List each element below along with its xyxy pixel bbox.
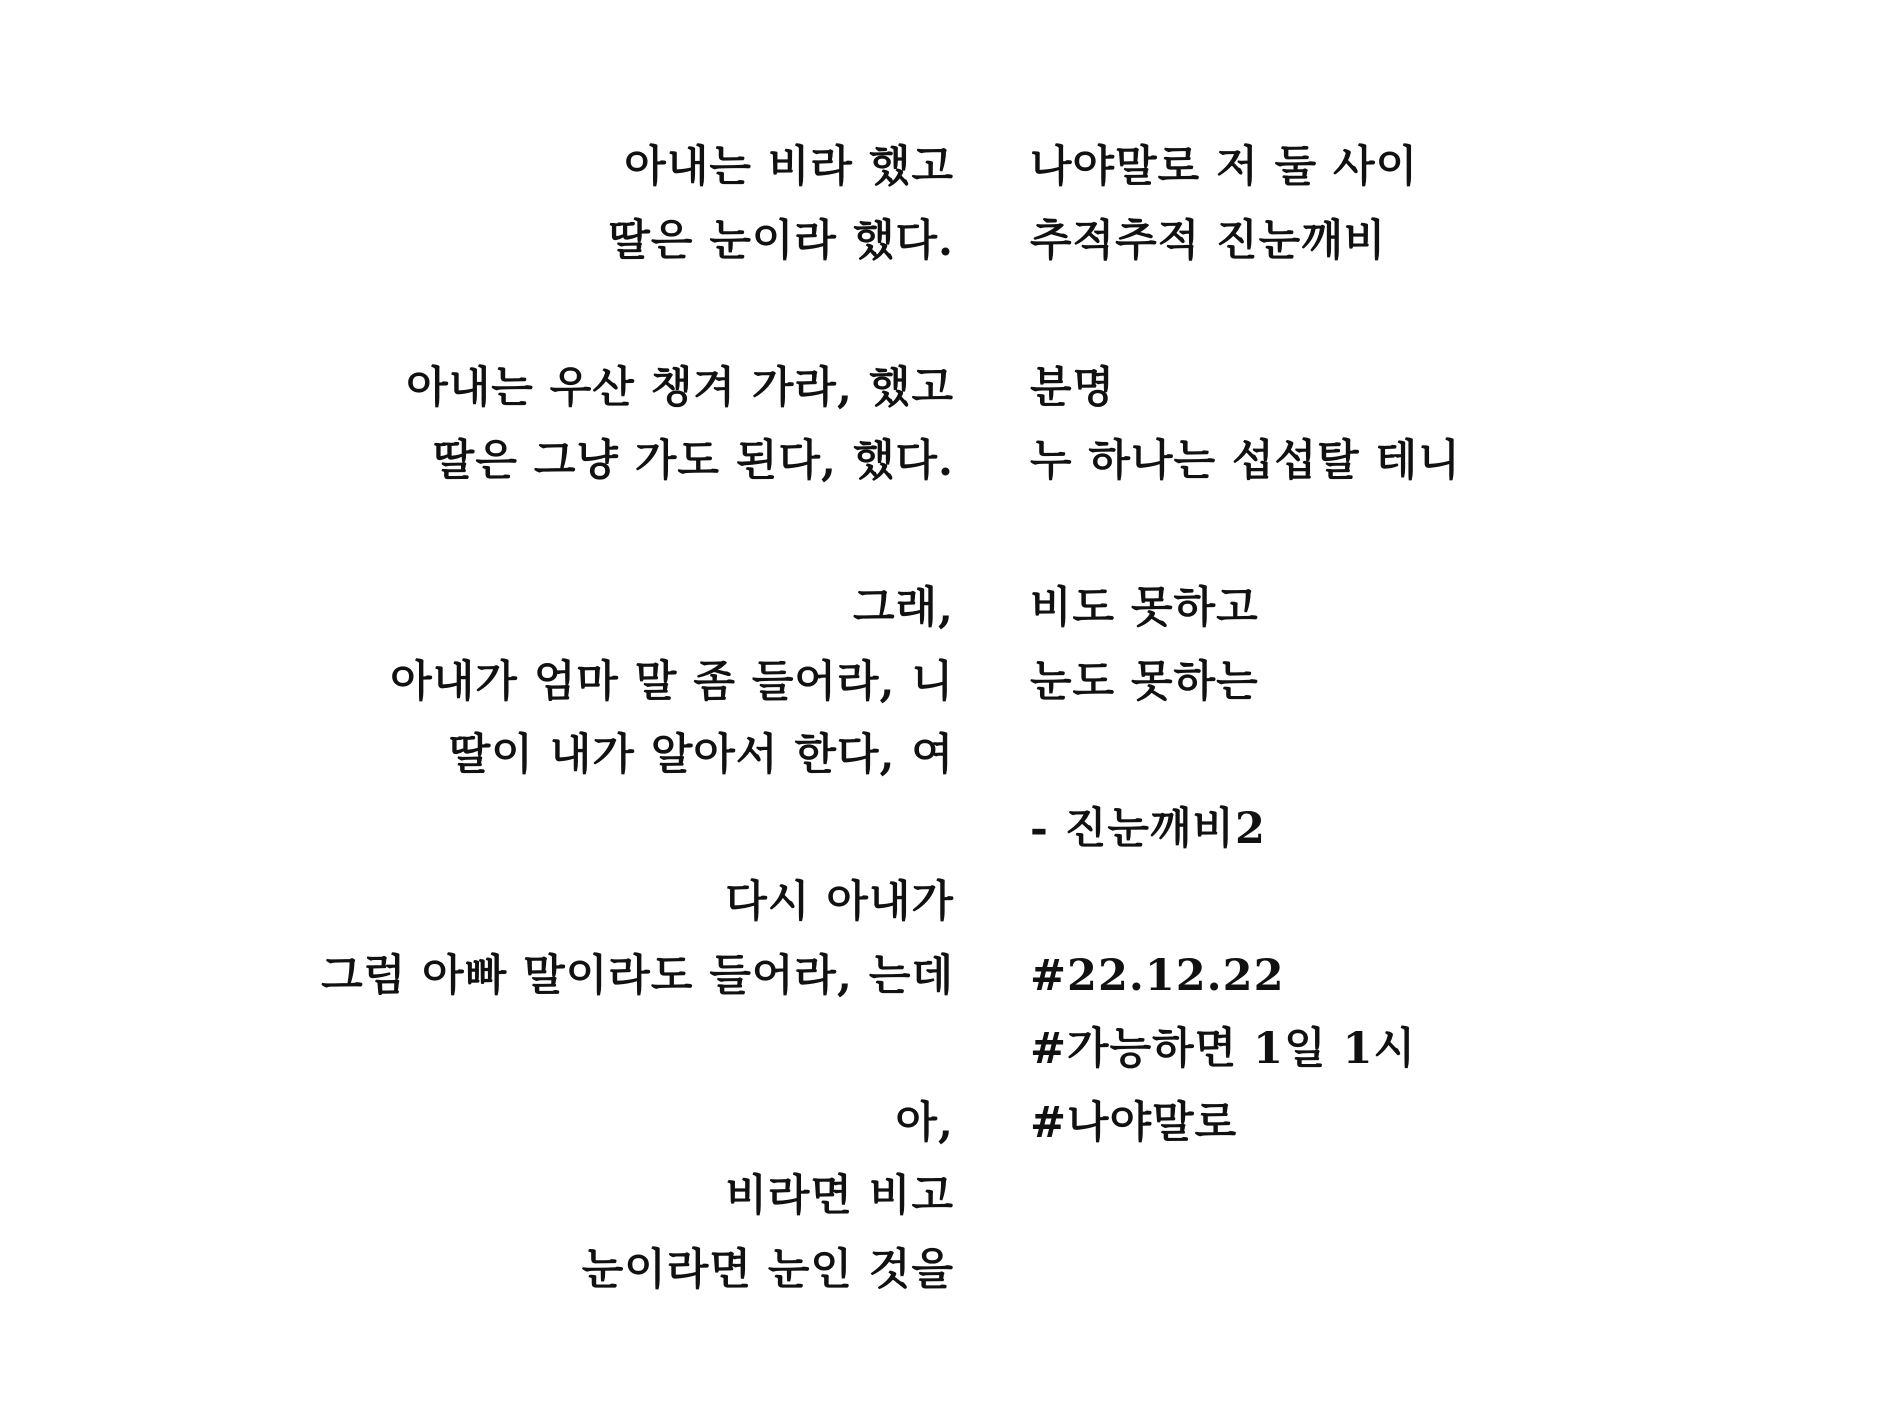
- poem-line: 비라면 비고: [725, 1171, 954, 1221]
- poem-line: 아내가 엄마 말 좀 들어라, 니: [390, 656, 954, 707]
- hashtag: #나야말로: [1030, 1097, 1238, 1148]
- hashtag: #가능하면 1일 1시: [1030, 1024, 1417, 1074]
- poem-line: 비도 못하고: [1030, 583, 1259, 633]
- poem-line: 그럼 아빠 말이라도 들어라, 는데: [321, 950, 954, 1001]
- stanza-break: [254, 1013, 954, 1087]
- poem-line: 아,: [895, 1097, 954, 1148]
- poem-line: 나야말로 저 둘 사이: [1030, 142, 1419, 192]
- poem-line: 누 하나는 섭섭탈 테니: [1030, 436, 1461, 486]
- poem-line: 그래,: [852, 583, 954, 633]
- poem-line: 다시 아내가: [725, 877, 954, 927]
- poem-line: 눈도 못하는: [1030, 656, 1259, 707]
- poem-line: 눈이라면 눈인 것을: [581, 1244, 954, 1295]
- poem-line: 딸은 눈이라 했다.: [608, 215, 954, 266]
- hashtag: #22.12.22: [1030, 950, 1285, 1001]
- stanza-break: [1030, 278, 1730, 352]
- stanza-break: [254, 499, 954, 573]
- poem-title: - 진눈깨비2: [1030, 803, 1266, 854]
- poem-line: 아내는 우산 챙겨 가라, 했고: [406, 362, 954, 413]
- stanza-break: [1030, 719, 1730, 793]
- poem-line: 아내는 비라 했고: [624, 142, 954, 192]
- poem-line: 추적추적 진눈깨비: [1030, 215, 1387, 266]
- poem-right-column: [1030, 131, 1730, 1160]
- poem-line: 딸이 내가 알아서 한다, 여: [448, 730, 954, 780]
- stanza-break: [1030, 866, 1730, 940]
- poem-left-column: [254, 131, 954, 1307]
- stanza-break: [254, 793, 954, 867]
- poem-line: 분명: [1030, 362, 1116, 413]
- stanza-break: [1030, 499, 1730, 573]
- poem-line: 딸은 그냥 가도 된다, 했다.: [432, 436, 954, 486]
- stanza-break: [254, 278, 954, 352]
